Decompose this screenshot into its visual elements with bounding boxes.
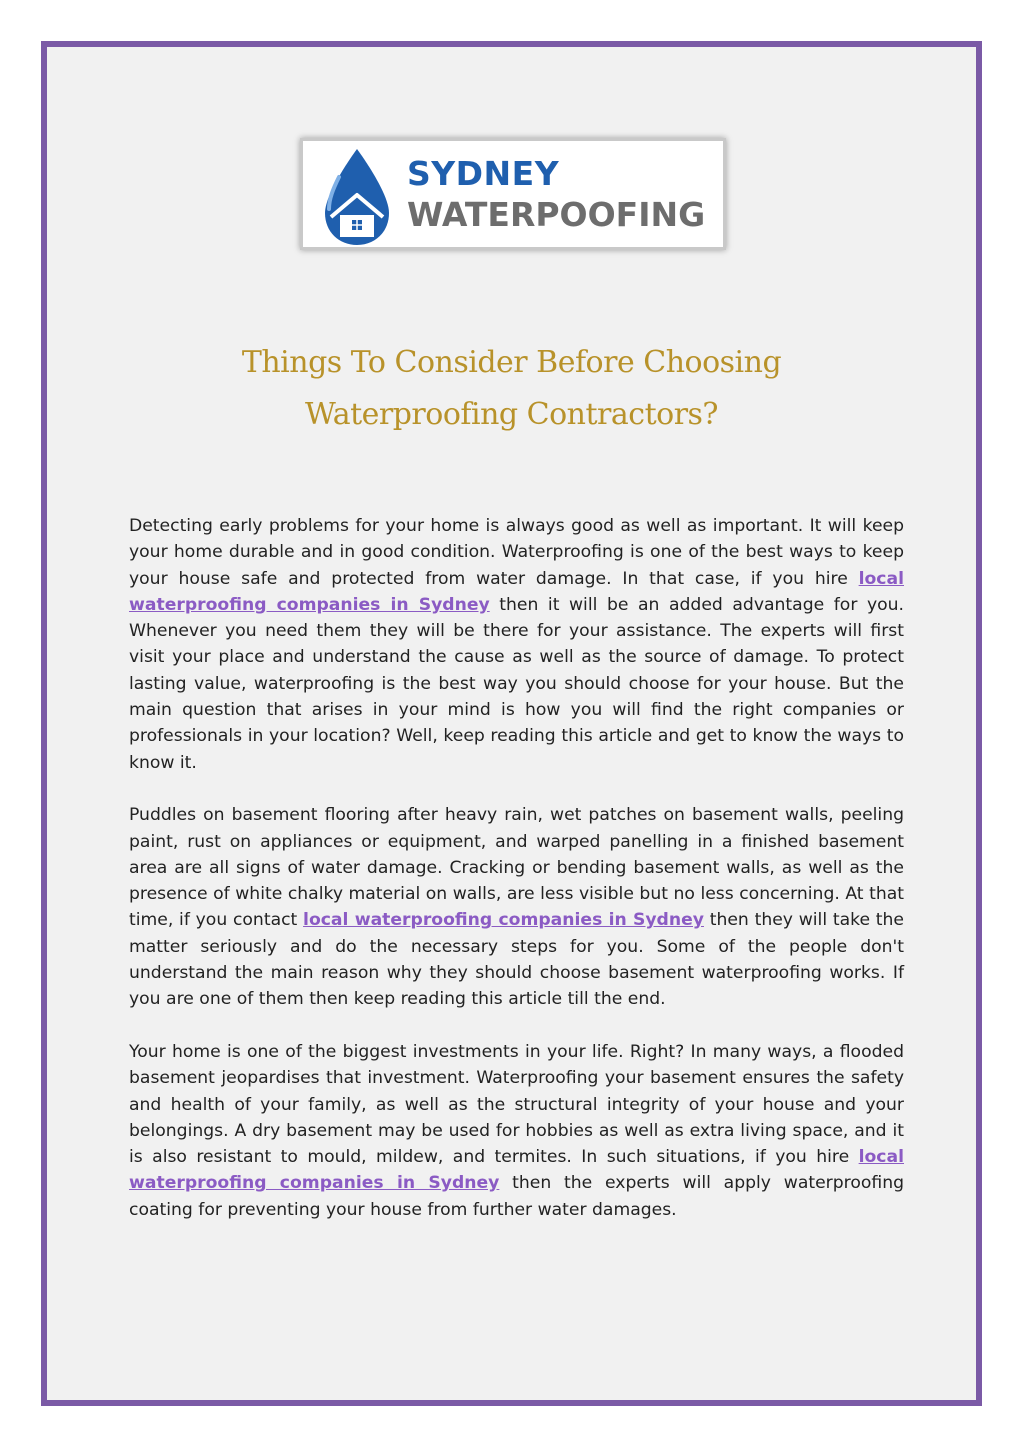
paragraph-text: then it will be an added advantage for you. Whenever you need them they will be there for your assistance. The experts will first visit your place and understand the cause as well as the source of damage. To protect lasting value, waterproofing is the best way you should choose for your house. But the main question that arises in your mind is how you will find the right companies or professionals in your location? Well, keep reading this article and get to know the ways to know it.: [129, 594, 904, 773]
water-drop-house-icon: [317, 147, 397, 247]
paragraph-text: then they will take the matter seriously and do the necessary steps for you. Some of the people don't understand the main reason why they should choose basement waterproofing works. If you are one of them then keep reading this article till the end.: [129, 910, 904, 1010]
local-waterproofing-link[interactable]: local waterproofing companies in Sydney: [129, 568, 904, 615]
local-waterproofing-link[interactable]: local waterproofing companies in Sydney: [129, 1147, 904, 1194]
paragraph-1: [129, 513, 904, 776]
local-waterproofing-link[interactable]: local waterproofing companies in Sydney: [303, 910, 704, 931]
paragraph-text: Puddles on basement flooring after heavy rain, wet patches on basement walls, peeling paint, rust on appliances or equipment, and warped panelling in a finished basement area are all signs of water damage. Cracking or bending basement walls, as well as the presence of white chalky material on walls, are less visible but no less concerning. At that time, if you contact: [129, 805, 904, 931]
company-logo: [300, 138, 726, 250]
page-title: [47, 337, 976, 441]
logo-line-2: WATERPOOFING: [407, 195, 706, 234]
paragraph-text: Detecting early problems for your home is always good as well as important. It will keep your home durable and in good condition. Waterproofing is one of the best ways to keep your house safe and protected from water damage. In that case, if you hire: [129, 516, 904, 589]
article-body: [129, 513, 904, 1249]
paragraph-2: [129, 802, 904, 1012]
title-line-2: Waterproofing Contractors?: [304, 397, 719, 432]
paragraph-3: [129, 1039, 904, 1223]
paragraph-text: then the experts will apply waterproofing coating for preventing your house from further water damages.: [129, 1173, 904, 1220]
paragraph-text: Your home is one of the biggest investments in your life. Right? In many ways, a flooded basement jeopardises that investment. Waterproofing your basement ensures the safety and health of your family, as well as the structural integrity of your house and your belongings. A dry basement may be used for hobbies as well as extra living space, and it is also resistant to mould, mildew, and termites. In such situations, if you hire: [129, 1041, 904, 1168]
document-page: [41, 41, 982, 1406]
logo-wordmark: [407, 149, 706, 234]
logo-line-1: SYDNEY: [407, 154, 560, 193]
title-line-1: Things To Consider Before Choosing: [241, 345, 782, 380]
